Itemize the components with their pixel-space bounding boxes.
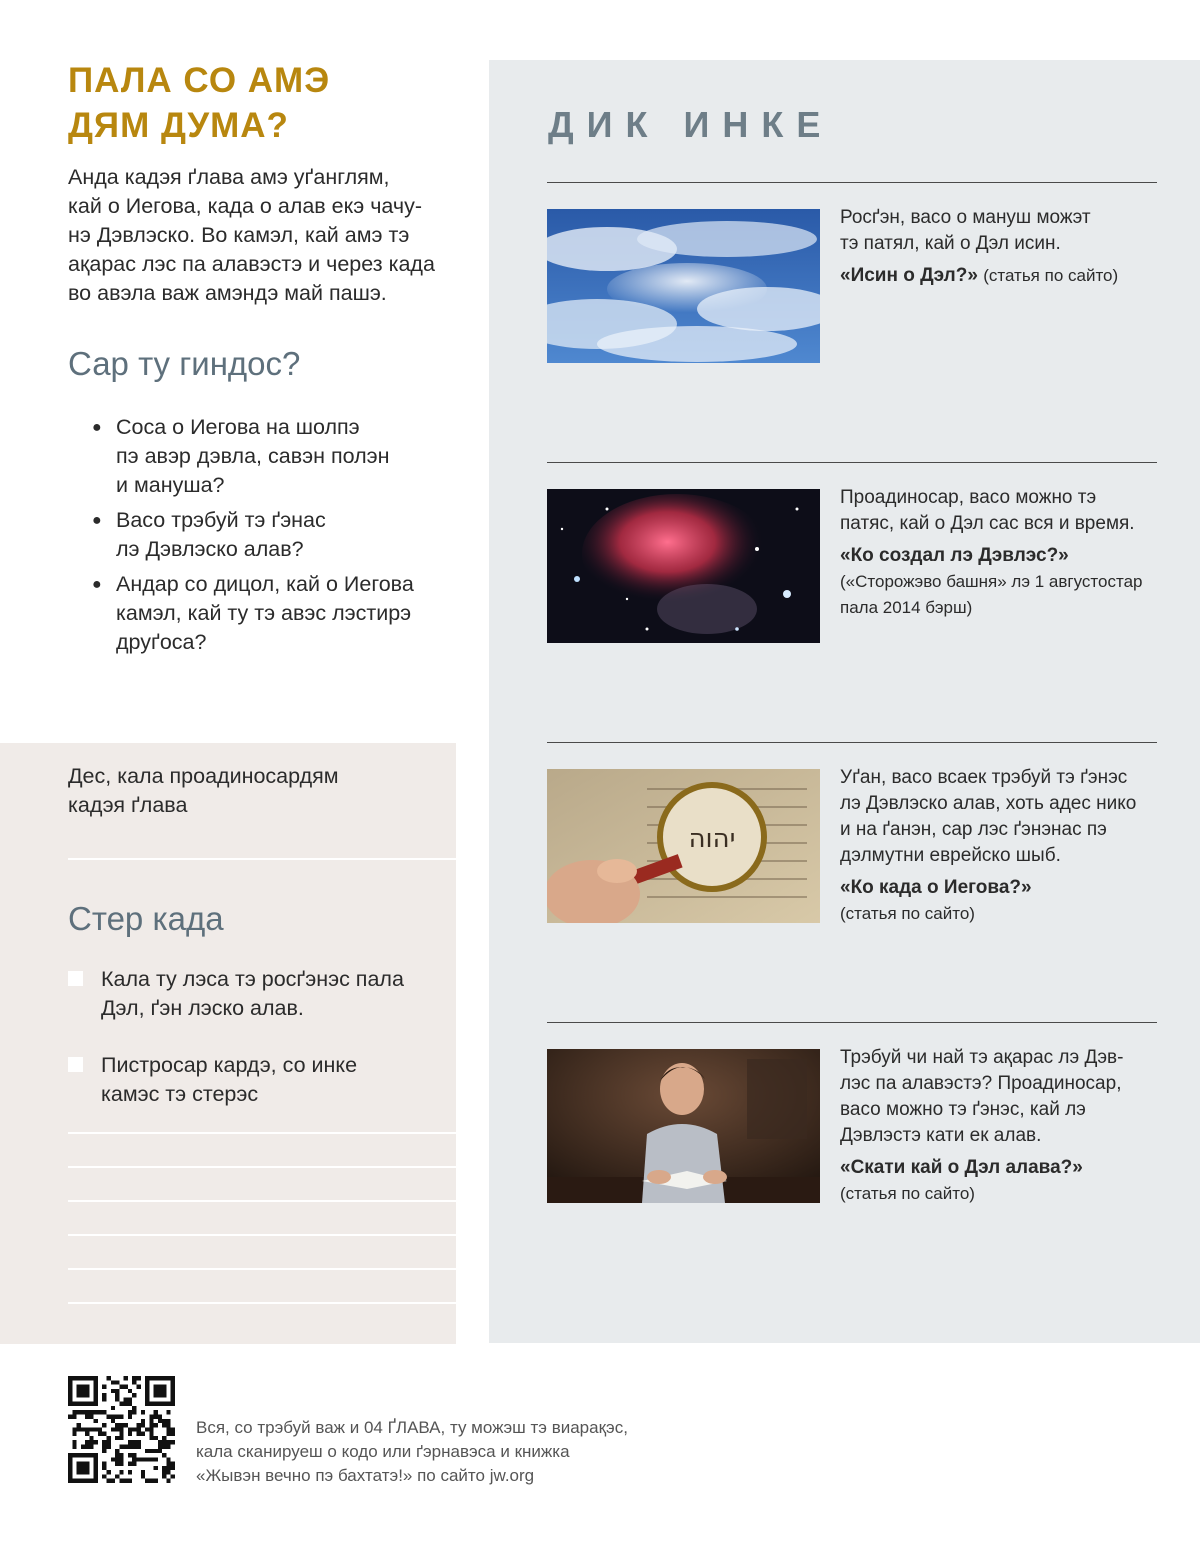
notes-panel (0, 743, 456, 1344)
list-item: ● Андар со дицол, кай о Иегова камэл, кай ту тэ авэс лэстирэ друґоса? (92, 572, 414, 654)
intro-line: во авэла важ амэндэ май пашэ. (68, 281, 387, 305)
nebula-photo[interactable] (547, 489, 820, 643)
article-source: («Сторожэво башня» лэ 1 августостар пала 2014 бэрш) (840, 572, 1143, 617)
sky-clouds-photo[interactable] (547, 209, 820, 363)
qr-code-icon[interactable] (68, 1376, 175, 1483)
bullet-icon: ● (92, 512, 102, 529)
intro-line: нэ Дэвлэско. Во камэл, кай амэ тэ (68, 223, 410, 247)
article-link[interactable]: «Ко создал лэ Дэвлэс?» (840, 545, 1069, 566)
bullet-icon: ● (92, 576, 102, 593)
card-text: Росґэн, васо о мануш можэт тэ патял, кай о Дэл исин. «Исин о Дэл?» (статья по сайто) (840, 205, 1170, 289)
goal-write-line[interactable] (68, 1200, 456, 1202)
goal-write-line[interactable] (68, 1234, 456, 1236)
goal-item: Кала ту лэса тэ росґэнэс пала Дэл, ґэн лэско алав. (68, 965, 448, 1025)
goal-item: Пистросар кардэ, со инке камэс тэ стерэс (68, 1051, 448, 1111)
goal-write-line[interactable] (68, 1166, 456, 1168)
article-source: (статья по сайто) (840, 904, 975, 923)
divider (547, 462, 1157, 463)
goal-write-line[interactable] (68, 1302, 456, 1304)
goal-heading: Стер када (68, 900, 224, 937)
checkbox[interactable] (68, 971, 83, 986)
page-title (68, 58, 448, 148)
man-reading-photo[interactable] (547, 1049, 820, 1203)
article-link[interactable]: «Ко када о Иегова?» (840, 877, 1032, 898)
intro-paragraph (68, 163, 463, 308)
title-line: ПАЛА СО АМЭ (68, 61, 331, 100)
divider (547, 182, 1157, 183)
questions-heading: Сар ту гиндос? (68, 345, 301, 382)
divider (547, 742, 1157, 743)
list-item: ● Соса о Иегова на шолпэ пэ авэр дэвла, савэн полэн и мануша? (92, 415, 390, 497)
notes-date-label: Дес, кала проадиносардям кадэя ґлава (68, 764, 339, 817)
date-write-line[interactable] (68, 858, 456, 860)
article-link[interactable]: «Исин о Дэл?» (статья по сайто) (840, 265, 1119, 286)
article-link[interactable]: «Скати кай о Дэл алава?» (840, 1157, 1083, 1178)
divider (547, 1022, 1157, 1023)
svg-text:יהוה: יהוה (688, 824, 736, 854)
goal-write-line[interactable] (68, 1268, 456, 1270)
card-text: Проадиносар, васо можно тэ патяс, кай о Дэл сас вся и время. «Ко создал лэ Дэвлэс?» («Сторожэво башня» лэ 1 августостар пала 2014 бэрш) (840, 485, 1170, 621)
checkbox[interactable] (68, 1057, 83, 1072)
footer-note: Вся, со трэбуй важ и 04 ҐЛАВА, ту можэш тэ виарақэс, кала сканируеш о кодо или ґэрнавэса и книжка «Жывэн вечно пэ бахтатэ!» по сайто jw.org (196, 1418, 628, 1485)
card-text: Уґан, васо всаек трэбуй тэ ґэнэс лэ Дэвлэско алав, хоть адес нико и на ґанэн, сар лэс ґэнэнас пэ дэлмутни еврейско шыб. «Ко када о Иегова?» (статья по сайто) (840, 765, 1170, 927)
intro-line: Анда кадэя ґлава амэ уґанглям, (68, 165, 390, 189)
list-item: ● Васо трэбуй тэ ґэнас лэ Дэвлэско алав? (92, 508, 326, 561)
questions-list (92, 413, 462, 663)
bullet-icon: ● (92, 419, 102, 436)
goal-write-line[interactable] (68, 1132, 456, 1134)
intro-line: ақарас лэс па алавэстэ и через када (68, 252, 435, 276)
card-text: Трэбуй чи най тэ ақарас лэ Дэв- лэс па алавэстэ? Проадиносар, васо можно тэ ґэнэс, кай лэ Дэвлэстэ кати ек алав. «Скати кай о Дэл алава?» (статья по сайто) (840, 1045, 1170, 1207)
article-source: (статья по сайто) (840, 1184, 975, 1203)
magnifier-hebrew-text-photo[interactable] (547, 769, 820, 923)
section-title: ДИК ИНКЕ (548, 104, 834, 145)
intro-line: кай о Иегова, када о алав екэ чачу- (68, 194, 423, 218)
title-line: ДЯМ ДУМА? (68, 106, 289, 145)
